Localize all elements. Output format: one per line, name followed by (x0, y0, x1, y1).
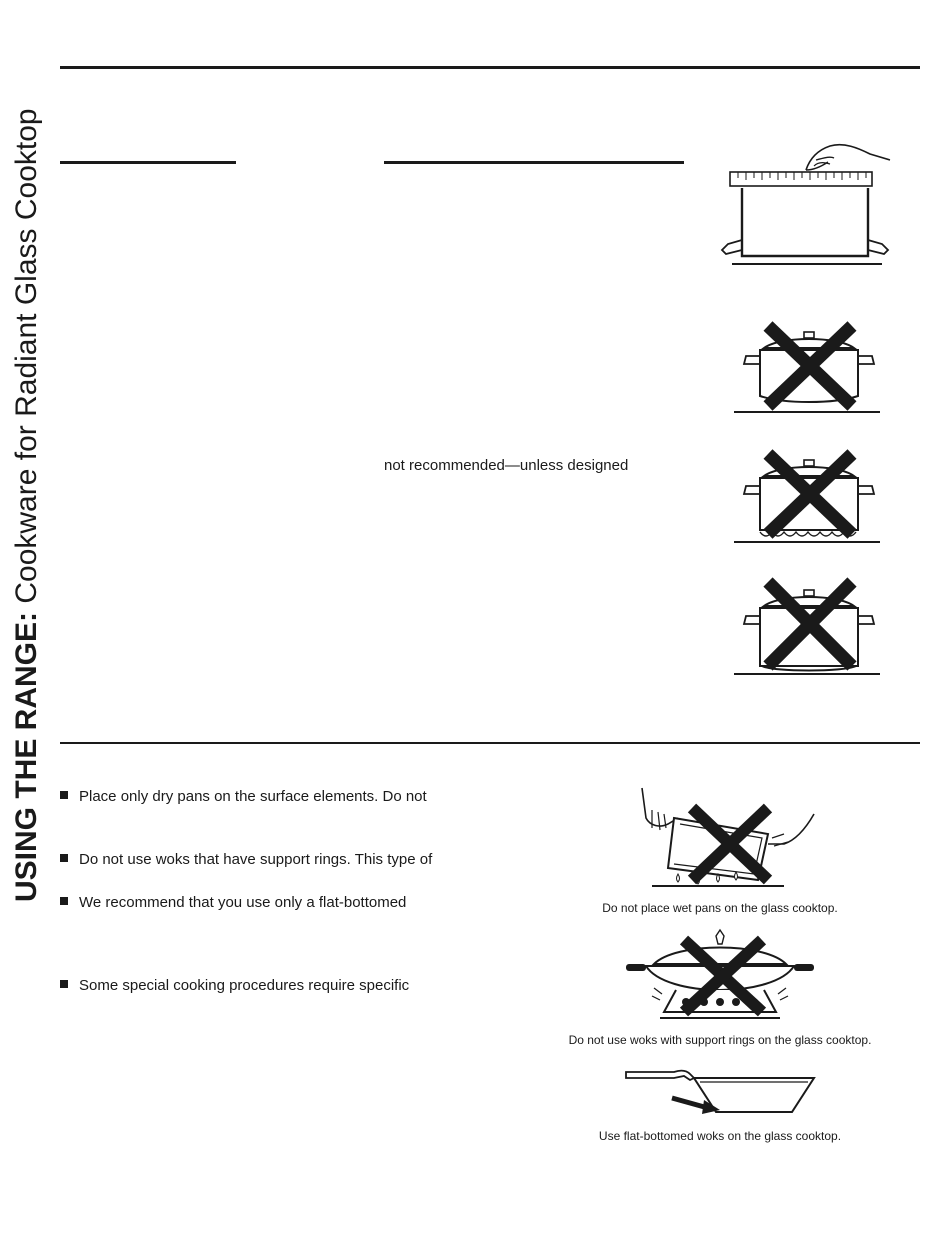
bullet-item (60, 977, 409, 995)
bullet-item (60, 894, 406, 912)
bullet-square (60, 791, 68, 799)
side-title-bold: USING THE RANGE: (10, 611, 43, 902)
middle-text: not recommended—unless designed (384, 457, 629, 474)
bullet-square (60, 980, 68, 988)
middle-column-rule (384, 161, 684, 164)
top-rule (60, 66, 920, 69)
curved-bottom-pan-icon (734, 320, 884, 420)
bullet-square (60, 854, 68, 862)
side-title (2, 30, 46, 910)
bullet-text: Do not use woks that have support rings. This type of (79, 851, 433, 868)
svg-text:USING THE RANGE: Cookware for (10, 108, 43, 902)
bullet-text: Some special cooking procedures require specific (79, 977, 410, 994)
caption-wet-pans: Do not place wet pans on the glass cooktop. (602, 901, 838, 915)
bullet-item (60, 851, 432, 869)
bullet-square (60, 897, 68, 905)
side-title-light: Cookware for Radiant Glass Cooktop (10, 108, 43, 612)
bullet-text: Place only dry pans on the surface elements. Do not (79, 788, 427, 805)
bullet-text: We recommend that you use only a flat-bottomed (79, 894, 407, 911)
caption-support-rings: Do not use woks with support rings on the glass cooktop. (568, 1033, 872, 1047)
ridged-bottom-pan-icon (734, 446, 884, 546)
warped-bottom-pan-icon (734, 576, 884, 680)
bullet-item (60, 788, 427, 806)
wet-pan-icon (638, 784, 818, 892)
caption-flat-woks: Use flat-bottomed woks on the glass cooktop. (598, 1129, 842, 1143)
side-title-svg (2, 30, 46, 910)
wok-with-support-ring-icon (620, 928, 820, 1022)
pan-flatness-check-icon (718, 140, 898, 270)
section-divider-rule (60, 742, 920, 744)
flat-bottomed-wok-icon (624, 1062, 820, 1120)
left-column-rule (60, 161, 236, 164)
